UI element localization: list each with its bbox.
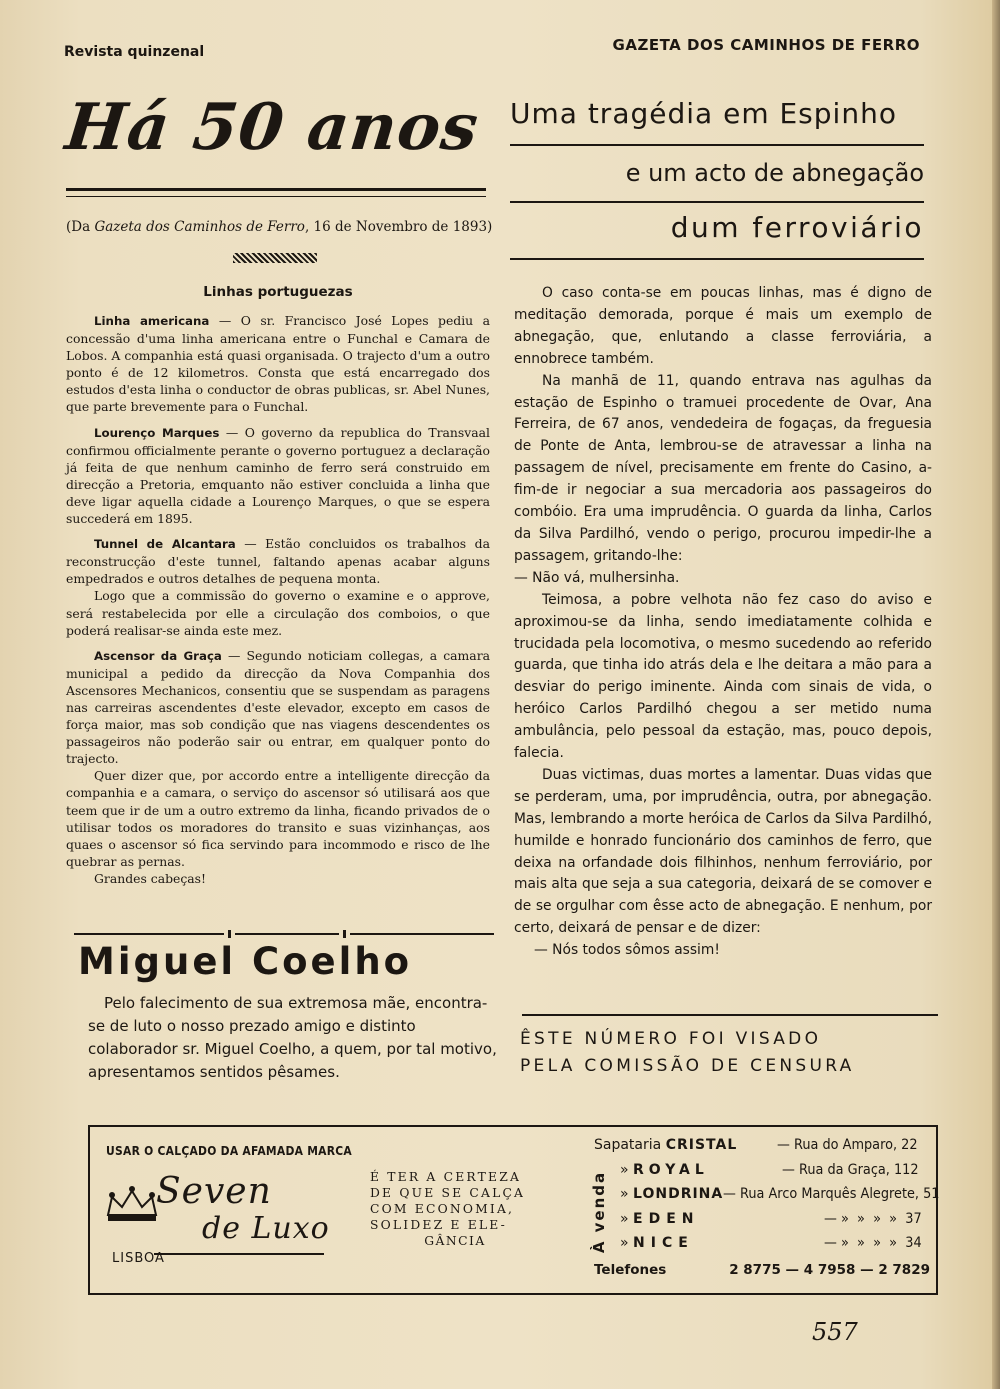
source-publication: Gazeta dos Caminhos de Ferro: [94, 219, 305, 235]
title-rule: [66, 188, 486, 191]
shop-row: Sapataria CRISTAL — Rua do Amparo, 22: [594, 1137, 918, 1153]
paragraph-lead: Lourenço Marques: [94, 425, 220, 440]
phone-row: Telefones 2 8775 — 4 7958 — 2 7829: [594, 1261, 930, 1278]
dialogue-line: — Nós todos sômos assim!: [534, 942, 720, 959]
header-left: Revista quinzenal: [64, 44, 205, 60]
right-article-body: [514, 283, 932, 962]
hatched-ornament: [233, 253, 317, 263]
brand-name: Seven: [156, 1171, 272, 1212]
dialogue-line: — Não vá, mulhersinha.: [514, 569, 680, 586]
paragraph-lead: Tunnel de Alcantara: [94, 537, 236, 552]
news-paragraph: Logo que a commissão do governo o examine e o approve, será restabelecida por elle a circulação dos comboios, o que poderá realisar-se ainda este mez.: [66, 588, 490, 638]
obituary-title: Miguel Coelho: [78, 940, 413, 983]
shop-row: » ROYAL — Rua da Graça, 112: [620, 1161, 919, 1178]
page-spine: [992, 0, 1000, 1389]
shoe-advertisement: [88, 1125, 938, 1295]
title-rule: [510, 201, 924, 203]
brand-subname: de Luxo: [202, 1211, 330, 1246]
shop-row: » NICE — » » » » 34: [620, 1235, 922, 1251]
article-paragraph: O caso conta-se em poucas linhas, mas é digno de meditação demorada, porque é mais um exemplo de abnegação, que, enlutando a classe ferroviária, a ennobrece também.: [514, 285, 932, 367]
article-source: [66, 219, 496, 235]
left-article-title: Há 50 anos: [62, 90, 483, 165]
news-paragraph: Lourenço Marques — O governo da republica do Transvaal confirmou officialmente perante o governo portuguez a declaração já feita de que nenhum caminho de ferro será construido em direcção a Pretoria, emquanto não estiver concluida a linha que deve ligar aquella cidade a Lourenço Marques, o que se espera succederá em 1895.: [66, 424, 490, 527]
source-prefix: (Da: [66, 219, 95, 235]
right-article-title-line1: Uma tragédia em Espinho: [510, 97, 897, 130]
article-paragraph: Duas victimas, duas mortes a lamentar. Duas vidas que se perderam, uma, por imprudência, outra, por abnegação. Mas, lembrando a morte heróica de Carlos da Silva Pardilhó, humilde e honrado funcionário dos caminhos de ferro, que deixa na orfandade dois filhinhos, nenhum ferroviário, por mais alta que seja a sua categoria, deixará de se comover e de se orgulhar com êsse acto de abnegação. E nenhum, por certo, deixará de pensar e de dizer:: [514, 766, 932, 937]
sale-label: À venda: [590, 1170, 608, 1254]
paragraph-lead: Linha americana: [94, 314, 210, 328]
news-paragraph: Tunnel de Alcantara — Estão concluidos os trabalhos da reconstrucção d'este tunnel, faltando apenas acabar alguns empedrados e outros detalhes de pequena monta.: [66, 536, 490, 587]
news-paragraph: Linha americana — O sr. Francisco José Lopes pediu a concessão d'uma linha americana entre o Funchal e Camara de Lobos. A companhia está quasi organisada. O trajecto d'um a outro ponto é de 12 kilometros. Consta que está encarregado dos estudos d'esta linha o conductor de obras publicas, sr. Abel Nunes, que parte brevemente para o Funchal.: [66, 313, 491, 415]
title-rule: [510, 144, 924, 146]
brand-underline: [154, 1253, 324, 1255]
ad-headline: USAR O CALÇADO DA AFAMADA MARCA: [106, 1143, 353, 1158]
section-title: Linhas portuguezas: [203, 284, 353, 300]
left-article-body: [66, 312, 490, 895]
shop-row: » EDEN — » » » » 37: [620, 1210, 922, 1227]
shop-list: [594, 1133, 940, 1282]
paragraph-lead: Ascensor da Graça: [94, 648, 222, 663]
censorship-notice: ÊSTE NÚMERO FOI VISADO PELA COMISSÃO DE CENSURA: [520, 1029, 855, 1076]
title-rule-thin: [66, 196, 486, 197]
crown-icon: [104, 1185, 160, 1225]
obituary-text: Pelo falecimento de sua extremosa mãe, encontra-se de luto o nosso prezado amigo e distinto colaborador sr. Miguel Coelho, a quem, por tal motivo, apresentamos sentidos pêsames.: [88, 994, 497, 1081]
news-paragraph: Quer dizer que, por accordo entre a intelligente direcção da companhia e a camara, o serviço do ascensor só utilisará aos que teem que ir de um a outro extremo da linha, ficando privados de o utilisar todos os moradores do transito e suas vizinhanças, aos quaes o ascensor só fica servindo para incommodo e risco de lhe quebrar as pernas.: [66, 768, 490, 869]
brand-city: LISBOA: [112, 1251, 165, 1266]
news-paragraph: Grandes cabeças!: [94, 870, 207, 886]
shop-row: » LONDRINA — Rua Arco Marquês Alegrete, 51: [620, 1186, 940, 1202]
censorship-rule: [522, 1014, 938, 1016]
right-article-title-line2: e um acto de abnegação: [625, 159, 924, 187]
news-paragraph: Ascensor da Graça — Segundo noticiam collegas, a camara municipal a pedido da direcção da Nova Companhia dos Ascensores Mechanicos, consentiu que se suspendam as paragens nas carreiras ascendentes d'este elevador, excepto em casos de força maior, mas sob condição que nas viagens descendentes os passageiros não poderão sair ou entrar, em qualquer ponto do trajecto.: [66, 647, 491, 767]
page-number: 557: [812, 1318, 858, 1346]
right-article-title-line3: dum ferroviário: [670, 211, 924, 244]
ad-slogan: É TER A CERTEZA DE QUE SE CALÇA COM ECONOMIA, SOLIDEZ E ELE- GÂNCIA: [370, 1170, 526, 1248]
article-paragraph: Teimosa, a pobre velhota não fez caso do aviso e aproximou-se da linha, sendo imediatamente colhida e trucidada pela locomotiva, o mesmo sucedendo ao referido guarda, que tinha ido atrás dela e lhe deitara a mão para a desviar do perigo iminente. Ainda com sinais de vida, o heróico Carlos Pardilhó chegou a ser metido numa ambulância, pelo pessoal da estação, mas, pouco depois, falecia.: [514, 591, 932, 762]
divider-ornament: [74, 930, 494, 938]
title-rule: [510, 258, 924, 260]
header-right: GAZETA DOS CAMINHOS DE FERRO: [612, 36, 920, 54]
article-paragraph: Na manhã de 11, quando entrava nas agulhas da estação de Espinho o tramuei procedente de Ovar, Ana Ferreira, de 67 anos, vendedeira de fogaças, da freguesia de Ponte de Anta, lembrou-se de atravessar a linha na passagem de nível, precisamente em frente do Casino, a-fim-de ir negociar a sua mercadoria aos passageiros do combóio. Era uma imprudência. O guarda da linha, Carlos da Silva Pardilhó, vendo o perigo, procurou impedir-lhe a passagem, gritando-lhe:: [514, 372, 932, 564]
source-suffix: , 16 de Novembro de 1893): [304, 219, 493, 235]
